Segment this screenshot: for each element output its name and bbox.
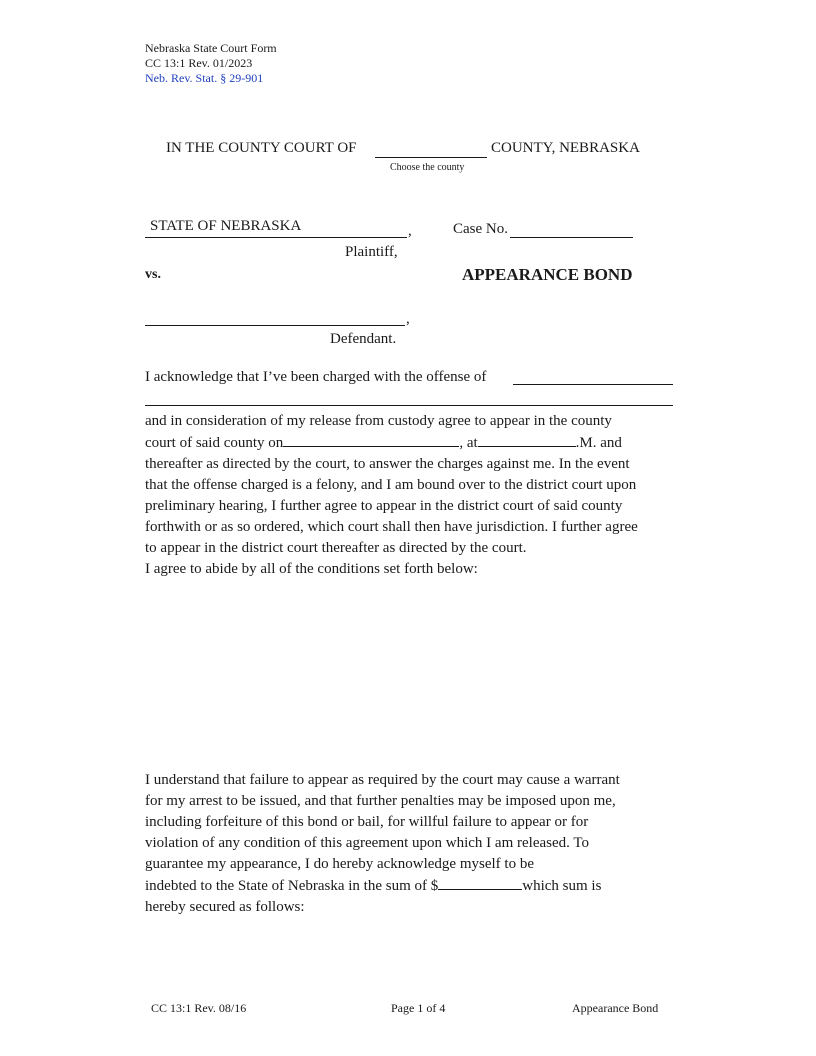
court-suffix: COUNTY, NEBRASKA — [491, 140, 640, 156]
offense-intro: I acknowledge that I’ve been charged with the offense of — [145, 369, 487, 385]
vs-label: vs. — [145, 267, 161, 282]
p1-line-5: preliminary hearing, I further agree to appear in the district court of said county — [145, 498, 623, 514]
case-no-label: Case No. — [453, 221, 508, 237]
offense-field-continued[interactable] — [145, 405, 673, 406]
defendant-label: Defendant. — [330, 331, 397, 347]
statute-link[interactable]: Neb. Rev. Stat. § 29-901 — [145, 71, 264, 85]
appearance-date-field[interactable] — [283, 432, 459, 447]
p1-line-3: thereafter as directed by the court, to answer the charges against me. In the event — [145, 456, 630, 472]
p1-line-6: forthwith or as so ordered, which court shall then have jurisdiction. I further agree — [145, 519, 638, 535]
form-code: CC 13:1 Rev. 01/2023 — [145, 56, 253, 70]
p1-line-2 — [145, 432, 638, 454]
paragraph-1 — [145, 411, 638, 580]
county-hint: Choose the county — [390, 162, 465, 173]
p1-line-8: I agree to abide by all of the conditions set forth below: — [145, 561, 478, 577]
p1-line-4: that the offense charged is a felony, and I am bound over to the district court upon — [145, 477, 637, 493]
case-no-field[interactable] — [510, 237, 633, 238]
county-field[interactable] — [375, 157, 487, 158]
p2-line-6-a: indebted to the State of Nebraska in the sum of $ — [145, 878, 439, 894]
p2-line-2: for my arrest to be issued, and that further penalties may be imposed upon me, — [145, 793, 616, 809]
paragraph-2 — [145, 770, 620, 918]
footer-form-code: CC 13:1 Rev. 08/16 — [151, 1001, 247, 1015]
court-prefix: IN THE COUNTY COURT OF — [166, 140, 357, 156]
p2-line-1: I understand that failure to appear as required by the court may cause a warrant — [145, 772, 620, 788]
p2-line-3: including forfeiture of this bond or bail, for willful failure to appear or for — [145, 814, 589, 830]
offense-field[interactable] — [513, 384, 673, 385]
plaintiff-name[interactable]: STATE OF NEBRASKA — [150, 218, 302, 234]
defendant-field[interactable] — [145, 325, 405, 326]
appearance-time-field[interactable] — [478, 432, 576, 447]
p2-line-6-b: which sum is — [522, 878, 602, 894]
footer-form-title: Appearance Bond — [572, 1001, 659, 1015]
p1-line-2-b: , at — [459, 435, 478, 451]
plaintiff-comma: , — [408, 223, 412, 239]
p2-line-6 — [145, 875, 620, 897]
defendant-comma: , — [406, 311, 410, 327]
footer-page-number: Page 1 of 4 — [391, 1001, 446, 1015]
bond-amount-field[interactable] — [438, 875, 522, 890]
form-name: Nebraska State Court Form — [145, 41, 277, 55]
p1-line-2-a: court of said county on — [145, 435, 284, 451]
p1-line-2-c: .M. and — [575, 435, 622, 451]
plaintiff-line — [145, 237, 407, 238]
p2-line-7: hereby secured as follows: — [145, 899, 305, 915]
p1-line-7: to appear in the district court thereafter as directed by the court. — [145, 540, 527, 556]
form-title: APPEARANCE BOND — [462, 265, 633, 284]
plaintiff-label: Plaintiff, — [345, 244, 398, 260]
p1-line-1: and in consideration of my release from custody agree to appear in the county — [145, 413, 612, 429]
p2-line-4: violation of any condition of this agreement upon which I am released. To — [145, 835, 589, 851]
p2-line-5: guarantee my appearance, I do hereby acknowledge myself to be — [145, 856, 534, 872]
